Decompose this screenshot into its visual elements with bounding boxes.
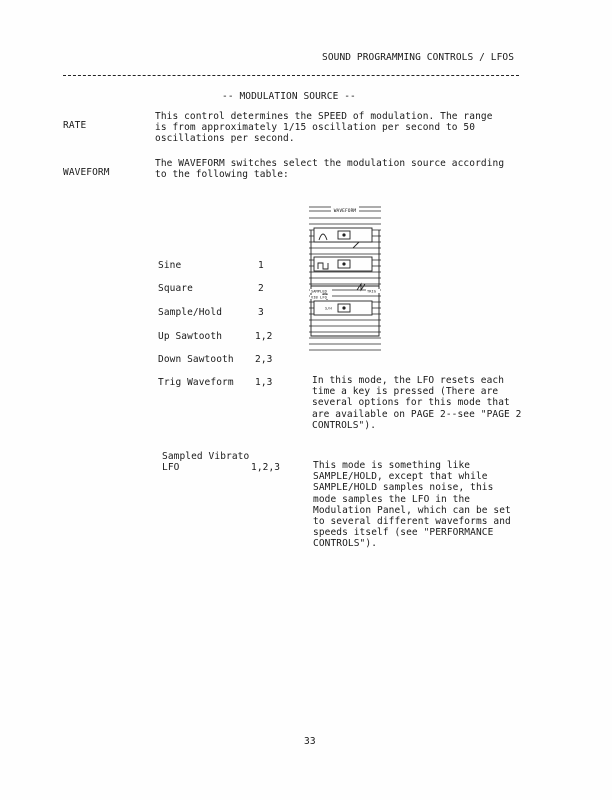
trig-waveform-note — [312, 375, 522, 431]
text-line: In this mode, the LFO resets each — [312, 375, 505, 386]
text-line: Modulation Panel, which can be set — [313, 504, 511, 516]
switch-leds — [342, 233, 345, 309]
text-line: Sampled Vibrato — [162, 451, 250, 462]
switch-code: 1,2 — [255, 331, 273, 342]
switch-buttons — [338, 231, 350, 312]
table-row — [158, 377, 288, 388]
table-row — [158, 331, 288, 342]
diagram-label-sh: S/H — [325, 306, 332, 311]
waveform-name: Trig Waveform — [158, 377, 234, 388]
waveform-name: Down Sawtooth — [158, 354, 234, 365]
switch-code: 2,3 — [255, 354, 273, 365]
diagram-label-sampled: SAMPLED — [311, 289, 327, 294]
switch-code: 1,3 — [255, 377, 273, 388]
page-header-title: SOUND PROGRAMMING CONTROLS / LFOS — [322, 52, 515, 63]
panel-title: WAVEFORM — [333, 209, 357, 214]
text-line: SAMPLE/HOLD samples noise, this — [313, 482, 494, 494]
waveform-label: WAVEFORM — [63, 167, 110, 178]
sampled-vibrato-label — [162, 451, 249, 473]
text-line: to several different waveforms and — [313, 516, 511, 528]
switch-group — [314, 228, 372, 315]
switch-code: 1,2,3 — [251, 462, 281, 473]
table-row — [158, 307, 288, 318]
text-line: CONTROLS"). — [313, 538, 378, 550]
diagram-label-trig: TRIG — [367, 289, 377, 294]
waveform-switch-diagram — [309, 206, 381, 354]
rate-label: RATE — [63, 120, 87, 131]
text-line: is from approximately 1/15 oscillation per second to 50 — [155, 122, 476, 134]
rate-description — [155, 111, 493, 145]
table-row — [158, 354, 288, 365]
page-number: 33 — [304, 736, 316, 747]
switch-code: 2 — [258, 283, 264, 294]
header-rule — [63, 75, 519, 76]
switch-arrow-icon — [353, 242, 359, 248]
text-line: LFO — [162, 462, 180, 474]
text-line: several options for this mode that — [312, 397, 510, 409]
diagram-label-vib-lfo: VIB LFO — [311, 295, 327, 300]
text-line: CONTROLS"). — [312, 419, 377, 431]
text-line: to the following table: — [155, 169, 289, 181]
waveform-name: Up Sawtooth — [158, 331, 223, 342]
text-line: This mode is something like — [313, 460, 471, 471]
text-line: SAMPLE/HOLD, except that while — [313, 471, 488, 483]
text-line: oscillations per second. — [155, 133, 295, 145]
text-line: mode samples the LFO in the — [313, 493, 471, 505]
waveform-name: Sample/Hold — [158, 307, 223, 318]
waveform-name: Sine — [158, 260, 182, 271]
text-line: This control determines the SPEED of modulation. The range — [155, 111, 493, 122]
text-line: time a key is pressed (There are — [312, 386, 499, 398]
waveform-description — [155, 158, 504, 180]
table-row — [158, 260, 288, 271]
waveform-name: Square — [158, 283, 193, 294]
sampled-vibrato-note — [313, 460, 511, 550]
table-row — [158, 283, 288, 294]
text-line: speeds itself (see "PERFORMANCE — [313, 527, 494, 539]
text-line: are available on PAGE 2--see "PAGE 2 — [312, 408, 522, 420]
switch-panel-figure — [309, 206, 381, 354]
switch-code: 3 — [258, 307, 264, 318]
sawtooth-wave-icon — [357, 284, 365, 290]
switch-code: 1 — [258, 260, 264, 271]
section-heading: -- MODULATION SOURCE -- — [222, 91, 356, 102]
text-line: The WAVEFORM switches select the modulation source according — [155, 158, 505, 169]
